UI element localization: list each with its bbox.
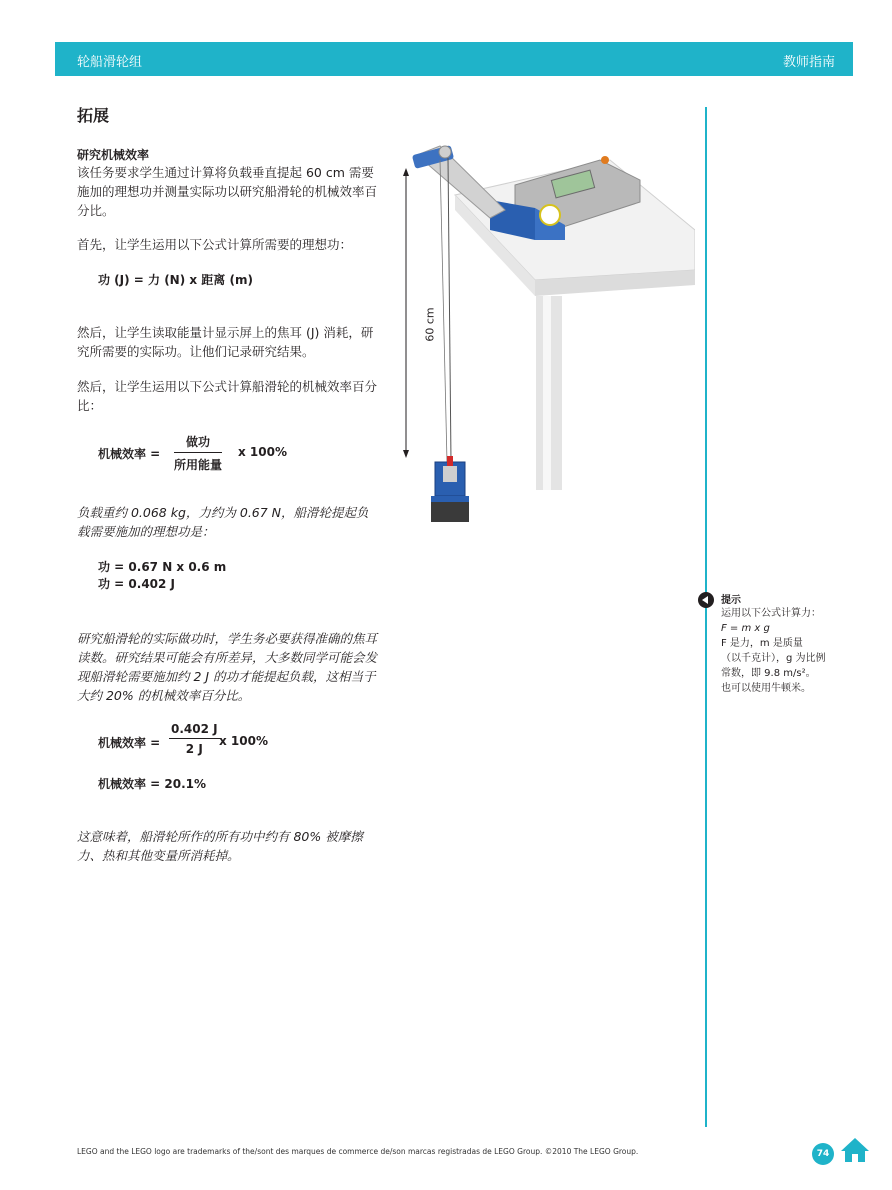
section-title: 拓展 [77,106,110,125]
page-number: 74 [812,1143,834,1165]
paragraph-first-step: 首先，让学生运用以下公式计算所需要的理想功： [77,237,353,252]
tip-formula: F = m x g [721,623,770,634]
tip-line: （以千克计），g 为比例 [721,653,826,664]
efficiency-calc-label: 机械效率 = [98,736,161,750]
sidebar-rule [705,107,707,1127]
fraction-numerator: 做功 [174,433,222,453]
paragraph-intro: 该任务要求学生通过计算将负载垂直提起 60 cm 需要施加的理想功并测量实际功以研究船滑轮的机械效率百分比。 [77,165,378,218]
dimension-label: 60 cm [423,307,437,342]
percent-multiplier: x 100% [219,734,268,748]
header-title: 轮船滑轮组 [77,55,143,70]
efficiency-result: 机械效率 = 20.1% [98,777,207,791]
fraction-denominator: 所用能量 [174,458,223,472]
paragraph-efficiency-step: 然后，让学生运用以下公式计算船滑轮的机械效率百分比： [77,379,378,413]
paragraph-read-energy: 然后，让学生读取能量计显示屏上的焦耳 (J) 消耗，研究所需要的实际功。让他们记录研究结果。 [77,325,374,359]
work-formula: 功 (J) = 力 (N) x 距离 (m) [98,273,253,287]
pulley-model-illustration [395,140,695,540]
efficiency-calc [98,722,298,762]
efficiency-calc-fraction [169,722,220,756]
work-calc-line-2: 功 = 0.402 J [98,577,176,591]
efficiency-fraction [174,433,222,473]
trademark-notice: LEGO and the LEGO logo are trademarks of the/sont des marques de commerce de/son marcas registradas de LEGO Group. ©2010 The LEGO Group. [77,1147,639,1156]
tip-line: 常数，即 9.8 m/s²。 [721,668,816,679]
sub-title: 研究机械效率 [77,148,150,162]
tip-title: 提示 [721,595,741,606]
tip-body [721,606,861,696]
paragraph-conclusion: 这意味着，船滑轮所作的所有功中约有 80% 被摩擦力、热和其他变量所消耗掉。 [77,829,363,863]
efficiency-label: 机械效率 = [98,447,161,461]
header-guide-label: 教师指南 [782,55,835,70]
tip-line: 运用以下公式计算力： [721,608,821,619]
home-icon[interactable] [840,1136,870,1164]
fraction-numerator: 0.402 J [169,722,220,739]
tip-line: 也可以使用牛顿米。 [721,683,811,694]
fraction-denominator: 2 J [185,742,203,756]
efficiency-formula [98,433,298,473]
percent-multiplier: x 100% [238,445,287,459]
work-calc-line-1: 功 = 0.67 N x 0.6 m [98,560,227,574]
paragraph-actual-work: 研究船滑轮的实际做功时，学生务必要获得准确的焦耳读数。研究结果可能会有所差异，大多数同学可能会发现船滑轮需要施加约 2 J 的功才能提起负载，这相当于大约 20% 的机械效率百分比。 [77,631,378,703]
paragraph-ideal-work: 负载重约 0.068 kg，力约为 0.67 N，船滑轮提起负载需要施加的理想功是： [77,505,369,539]
tip-line: F 是力，m 是质量 [721,638,803,649]
tip-arrow-icon [698,592,714,608]
header-bar [55,42,853,76]
